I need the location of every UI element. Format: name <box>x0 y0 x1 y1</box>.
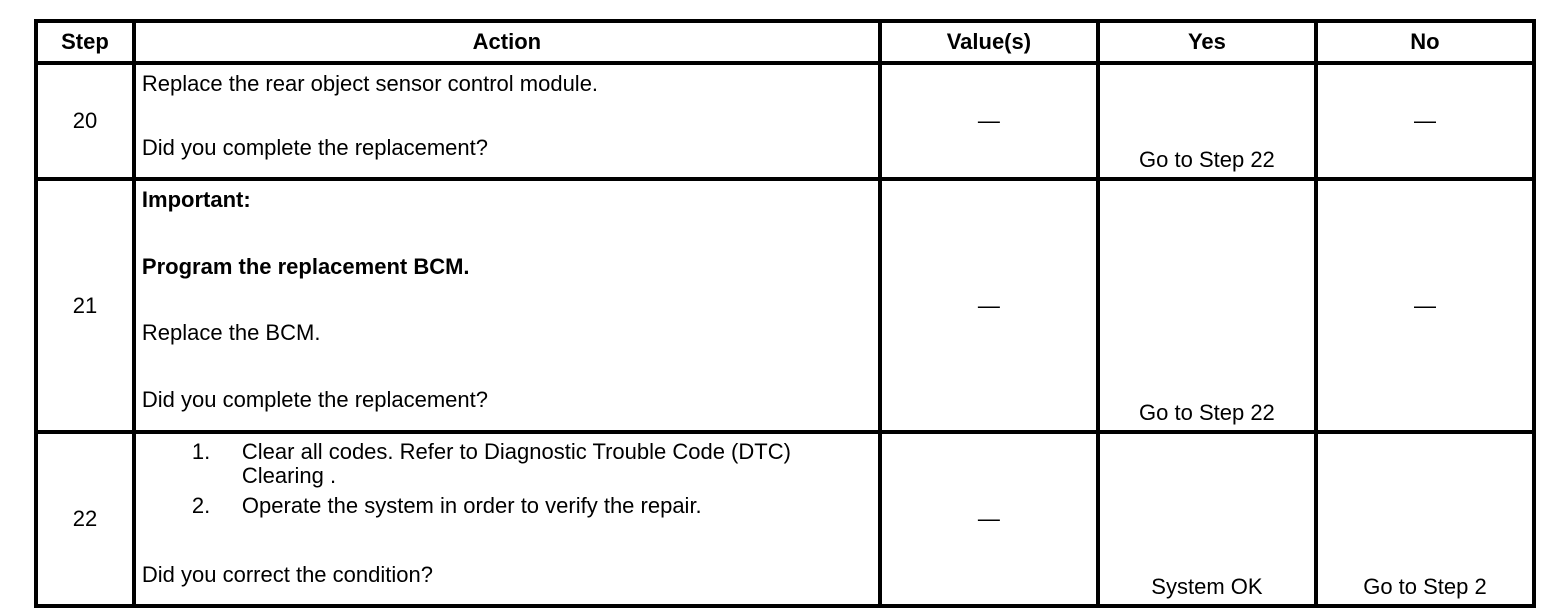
header-row <box>36 21 1534 63</box>
list-item-text: Operate the system in order to verify the repair. <box>241 493 702 518</box>
action-question: Did you complete the replacement? <box>141 135 488 160</box>
list-item-text[interactable]: Clear all codes. Refer to Diagnostic Trouble Code (DTC) Clearing . <box>241 439 791 488</box>
table-row <box>36 63 1534 179</box>
list-item <box>142 440 872 488</box>
action-cell <box>134 179 880 432</box>
header-action: Action <box>134 21 880 63</box>
list-item <box>142 494 872 518</box>
step-number: 20 <box>36 63 134 179</box>
important-text: Program the replacement BCM. <box>141 253 470 279</box>
no-cell: — <box>1316 179 1534 432</box>
list-item-number: 2. <box>191 493 211 518</box>
no-cell: — <box>1316 63 1534 179</box>
no-link[interactable]: Go to Step 2 <box>1316 432 1534 606</box>
action-question: Did you correct the condition? <box>141 562 433 587</box>
action-question: Did you complete the replacement? <box>141 386 488 412</box>
header-step: Step <box>36 21 134 63</box>
procedure-list <box>142 440 872 524</box>
step-number: 22 <box>36 432 134 606</box>
header-no: No <box>1316 21 1534 63</box>
table-row <box>36 179 1534 432</box>
step-number: 21 <box>36 179 134 432</box>
value-cell: — <box>880 432 1098 606</box>
yes-link[interactable]: Go to Step 22 <box>1098 179 1316 432</box>
action-text: Replace the BCM. <box>141 320 321 346</box>
action-cell <box>134 432 880 606</box>
header-values: Value(s) <box>880 21 1098 63</box>
value-cell: — <box>880 63 1098 179</box>
action-cell <box>134 63 880 179</box>
yes-result: System OK <box>1098 432 1316 606</box>
yes-link[interactable]: Go to Step 22 <box>1098 63 1316 179</box>
diagnostic-table <box>34 19 1536 608</box>
table-row <box>36 432 1534 606</box>
header-yes: Yes <box>1098 21 1316 63</box>
list-item-number: 1. <box>191 439 211 464</box>
action-text: Replace the rear object sensor control module. <box>141 71 599 96</box>
value-cell: — <box>880 179 1098 432</box>
important-label: Important: <box>141 187 251 212</box>
